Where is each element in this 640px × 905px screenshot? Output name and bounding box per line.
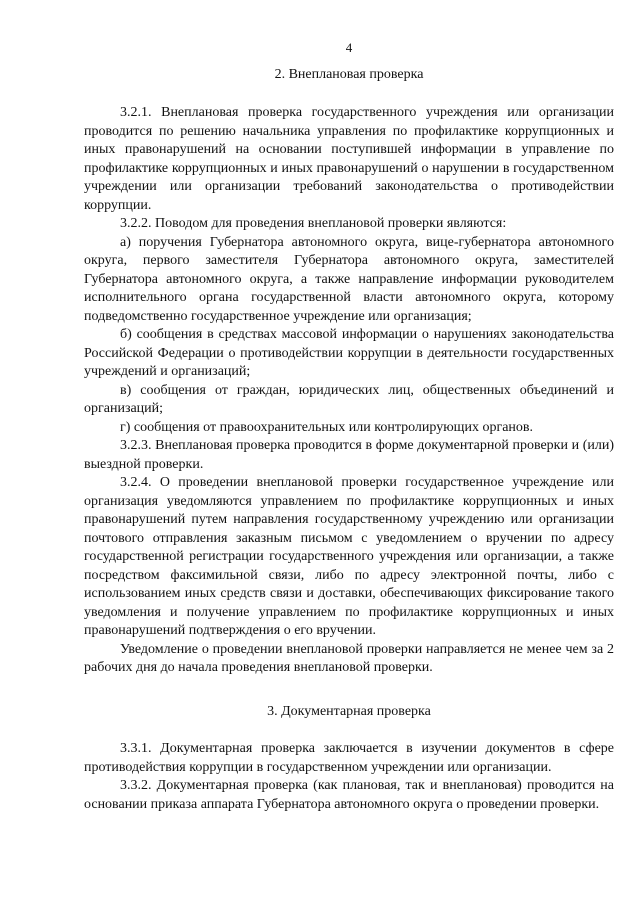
paragraph-item-g: г) сообщения от правоохранительных или контролирующих органов. [120, 419, 534, 435]
paragraph-notice: Уведомление о проведении внеплановой проверки направляется не менее чем за 2 рабочих дня до начала проведения внеплановой проверки. [84, 641, 614, 675]
paragraph-item-b: б) сообщения в средствах массовой информации о нарушениях законодательства Российской Федерации о противодействии коррупции в деятельности государственных учреждений и организаций; [84, 327, 614, 379]
section-3-heading: 3. Документарная проверка [267, 704, 431, 719]
paragraph-3-2-4: 3.2.4. О проведении внеплановой проверки государственное учреждение или организация уведомляются управлением по профилактике коррупционных и иных правонарушений путем направления государственному учреждению или организации почтового отправления заказным письмом с уведомлением о вручении по адресу государственной регистрации государственного учреждения или организации, а также посредством факсимильной связи, либо по адресу электронной почты, либо с использованием иных средств связи и доставки, обеспечивающих фиксирование такого уведомления и получение управлением по профилактике коррупционных и иных правонарушений подтверждения о его вручении. [84, 475, 614, 638]
section-2-body [84, 104, 614, 678]
section-2-heading: 2. Внеплановая проверка [274, 67, 424, 82]
paragraph-3-2-1: 3.2.1. Внеплановая проверка государственного учреждения или организации проводится по решению начальника управления по профилактике коррупционных и иных правонарушений на основании поступившей информации в управление по профилактике коррупционных и иных правонарушений о нарушении в государственном учреждении или организации требований законодательства о противодействии коррупции. [84, 105, 614, 213]
section-3-body [84, 740, 614, 814]
paragraph-3-2-2: 3.2.2. Поводом для проведения внеплановой проверки являются: [120, 216, 507, 231]
page-number: 4 [345, 40, 353, 55]
paragraph-3-3-2: 3.3.2. Документарная проверка (как плановая, так и внеплановая) проводится на основании приказа аппарата Губернатора автономного округа о проведении проверки. [84, 778, 614, 812]
paragraph-3-2-3: 3.2.3. Внеплановая проверка проводится в форме документарной проверки и (или) выездной проверки. [84, 438, 614, 472]
paragraph-item-a: а) поручения Губернатора автономного округа, вице-губернатора автономного округа, первого заместителя Губернатора автономного округа, заместителей Губернатора автономного округа, а также направление информации руководителем исполнительного органа государственной власти автономного округа, которому подведомственно государственное учреждение или организация; [84, 234, 614, 324]
paragraph-item-v: в) сообщения от граждан, юридических лиц, общественных объединений и организаций; [84, 382, 614, 416]
paragraph-3-3-1: 3.3.1. Документарная проверка заключается в изучении документов в сфере противодействия коррупции в государственном учреждении или организации. [84, 741, 614, 775]
